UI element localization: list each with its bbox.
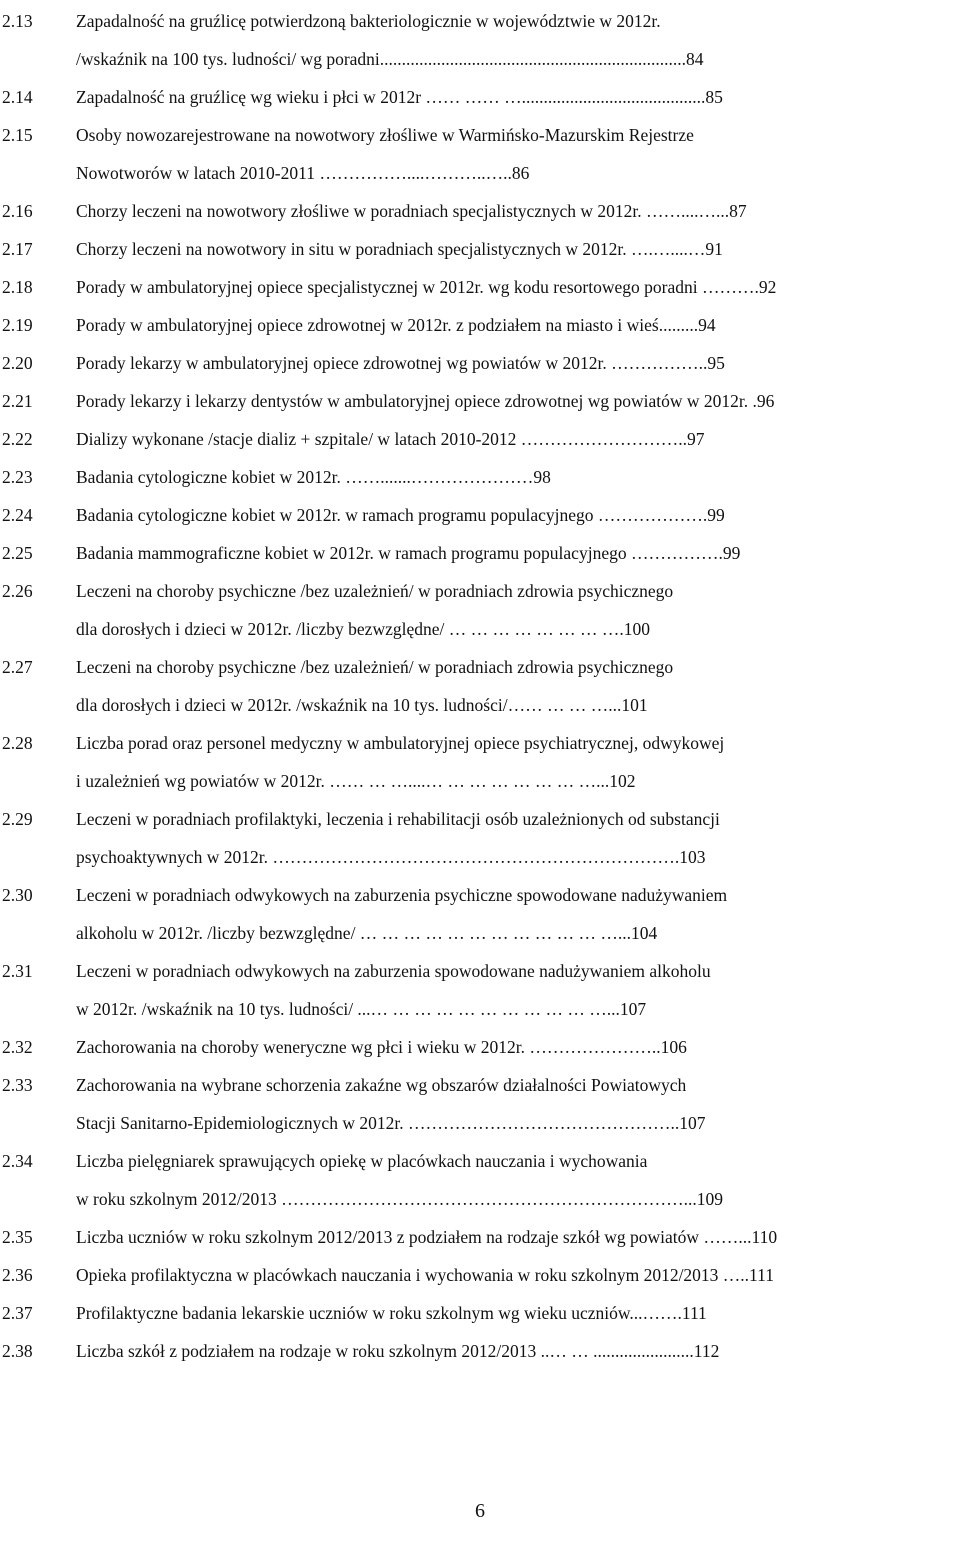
toc-entry-line: Zachorowania na choroby weneryczne wg płci i wieku w 2012r. …………………..106 <box>76 1037 687 1057</box>
toc-entry-number: 2.24 <box>2 505 33 525</box>
toc-entry-title <box>76 382 960 420</box>
toc-entry-title <box>76 1066 960 1142</box>
toc-entry-title <box>76 572 960 648</box>
toc-entry-line: Badania mammograficzne kobiet w 2012r. w ramach programu populacyjnego …………….99 <box>76 543 741 563</box>
toc-entry-number: 2.18 <box>2 277 33 297</box>
toc-entry-line: Zachorowania na wybrane schorzenia zakaźne wg obszarów działalności Powiatowych <box>76 1075 687 1095</box>
toc-entry-2-20 <box>0 344 960 382</box>
toc-entry-2-25 <box>0 534 960 572</box>
toc-entry-line: Liczba szkół z podziałem na rodzaje w roku szkolnym 2012/2013 ..… … .......................112 <box>76 1341 720 1361</box>
toc-entry-line: i uzależnień wg powiatów w 2012r. …… … …....… … … … … … … …...102 <box>76 771 636 791</box>
toc-entry-line: Porady lekarzy i lekarzy dentystów w ambulatoryjnej opiece zdrowotnej wg powiatów w 2012r. .96 <box>76 391 775 411</box>
toc-entry-2-13 <box>0 2 960 78</box>
page-number: 6 <box>475 1500 485 1522</box>
toc-entry-number: 2.26 <box>2 581 33 601</box>
toc-entry-line: Zapadalność na gruźlicę wg wieku i płci w 2012r …… …… …..........................................85 <box>76 87 723 107</box>
toc-entry-2-14 <box>0 78 960 116</box>
toc-entry-number: 2.28 <box>2 733 33 753</box>
toc-entry-2-33 <box>0 1066 960 1142</box>
toc-entry-2-31 <box>0 952 960 1028</box>
toc-entry-line: w roku szkolnym 2012/2013 ……………………………………………………………...109 <box>76 1189 724 1209</box>
toc-entry-line: Badania cytologiczne kobiet w 2012r. w ramach programu populacyjnego ……………….99 <box>76 505 725 525</box>
toc-entry-title <box>76 496 960 534</box>
toc-entry-line: Leczeni w poradniach odwykowych na zaburzenia spowodowane nadużywaniem alkoholu <box>76 961 711 981</box>
toc-entry-number: 2.22 <box>2 429 33 449</box>
toc-entry-number: 2.27 <box>2 657 33 677</box>
toc-entry-title <box>76 2 960 78</box>
toc-entry-number: 2.15 <box>2 125 33 145</box>
toc-entry-title <box>76 420 960 458</box>
toc-entry-line: Osoby nowozarejestrowane na nowotwory złośliwe w Warmińsko-Mazurskim Rejestrze <box>76 125 694 145</box>
toc-entry-number: 2.32 <box>2 1037 33 1057</box>
toc-entry-line: Stacji Sanitarno-Epidemiologicznych w 2012r. ………………………………………..107 <box>76 1113 706 1133</box>
toc-entry-number: 2.21 <box>2 391 33 411</box>
toc-entry-line: Chorzy leczeni na nowotwory in situ w poradniach specjalistycznych w 2012r. ….…....…91 <box>76 239 723 259</box>
toc-entry-line: psychoaktywnych w 2012r. …………………………………………………………….103 <box>76 847 706 867</box>
toc-entry-2-29 <box>0 800 960 876</box>
toc-entry-title <box>76 306 960 344</box>
toc-entry-title <box>76 344 960 382</box>
toc-entry-2-32 <box>0 1028 960 1066</box>
toc-entry-number: 2.33 <box>2 1075 33 1095</box>
toc-entry-number: 2.36 <box>2 1265 33 1285</box>
toc-entry-2-30 <box>0 876 960 952</box>
toc-entry-line: Liczba uczniów w roku szkolnym 2012/2013 z podziałem na rodzaje szkół wg powiatów ……...110 <box>76 1227 778 1247</box>
toc-entry-line: Leczeni w poradniach profilaktyki, leczenia i rehabilitacji osób uzależnionych od substancji <box>76 809 720 829</box>
toc-entry-number: 2.19 <box>2 315 33 335</box>
toc-entry-2-38 <box>0 1332 960 1370</box>
toc-entry-2-27 <box>0 648 960 724</box>
toc-entry-number: 2.16 <box>2 201 33 221</box>
toc-entry-2-37 <box>0 1294 960 1332</box>
toc-entry-line: /wskaźnik na 100 tys. ludności/ wg poradni......................................................................84 <box>76 49 704 69</box>
toc-entry-title <box>76 268 960 306</box>
toc-entry-number: 2.29 <box>2 809 33 829</box>
toc-entry-line: Opieka profilaktyczna w placówkach nauczania i wychowania w roku szkolnym 2012/2013 …..111 <box>76 1265 775 1285</box>
toc-entry-title <box>76 1218 960 1256</box>
toc-entry-title <box>76 230 960 268</box>
toc-entry-title <box>76 534 960 572</box>
toc-entry-line: Leczeni na choroby psychiczne /bez uzależnień/ w poradniach zdrowia psychicznego <box>76 581 674 601</box>
toc-entry-number: 2.20 <box>2 353 33 373</box>
toc-entry-2-23 <box>0 458 960 496</box>
toc-entry-number: 2.38 <box>2 1341 33 1361</box>
toc-entry-line: dla dorosłych i dzieci w 2012r. /wskaźnik na 10 tys. ludności/…… … … …...101 <box>76 695 648 715</box>
toc-entry-line: dla dorosłych i dzieci w 2012r. /liczby bezwzględne/ … … … … … … … ….100 <box>76 619 650 639</box>
toc-entry-title <box>76 952 960 1028</box>
toc-entry-title <box>76 724 960 800</box>
toc-entry-line: Porady w ambulatoryjnej opiece specjalistycznej w 2012r. wg kodu resortowego poradni ……….92 <box>76 277 777 297</box>
toc-entry-2-19 <box>0 306 960 344</box>
toc-entry-2-18 <box>0 268 960 306</box>
toc-entry-line: Liczba pielęgniarek sprawujących opiekę w placówkach nauczania i wychowania <box>76 1151 648 1171</box>
toc-entry-line: w 2012r. /wskaźnik na 10 tys. ludności/ ...… … … … … … … … … … …...107 <box>76 999 647 1019</box>
toc-entry-title <box>76 1028 960 1066</box>
toc-entry-2-28 <box>0 724 960 800</box>
toc-entry-number: 2.34 <box>2 1151 33 1171</box>
toc-entry-2-35 <box>0 1218 960 1256</box>
toc-entry-line: Porady lekarzy w ambulatoryjnej opiece zdrowotnej wg powiatów w 2012r. ……………..95 <box>76 353 725 373</box>
toc-entry-line: Zapadalność na gruźlicę potwierdzoną bakteriologicznie w województwie w 2012r. <box>76 11 661 31</box>
toc-entry-2-16 <box>0 192 960 230</box>
toc-entry-2-22 <box>0 420 960 458</box>
toc-entry-line: Porady w ambulatoryjnej opiece zdrowotnej w 2012r. z podziałem na miasto i wieś.........94 <box>76 315 716 335</box>
toc-entry-title <box>76 458 960 496</box>
toc-entry-number: 2.14 <box>2 87 33 107</box>
toc-entry-line: Nowotworów w latach 2010-2011 ……………....………..…..86 <box>76 163 530 183</box>
toc-entry-title <box>76 876 960 952</box>
toc-entry-2-26 <box>0 572 960 648</box>
toc-entry-line: Dializy wykonane /stacje dializ + szpitale/ w latach 2010-2012 ………………………..97 <box>76 429 705 449</box>
toc-entry-line: Profilaktyczne badania lekarskie uczniów w roku szkolnym wg wieku uczniów...…….111 <box>76 1303 707 1323</box>
toc-entry-line: Liczba porad oraz personel medyczny w ambulatoryjnej opiece psychiatrycznej, odwykowej <box>76 733 725 753</box>
toc-entry-2-36 <box>0 1256 960 1294</box>
toc-entry-2-17 <box>0 230 960 268</box>
toc-entry-2-24 <box>0 496 960 534</box>
toc-entry-number: 2.37 <box>2 1303 33 1323</box>
toc-entry-number: 2.17 <box>2 239 33 259</box>
toc-entry-title <box>76 1294 960 1332</box>
toc-entry-number: 2.23 <box>2 467 33 487</box>
toc-entry-title <box>76 116 960 192</box>
toc-entry-title <box>76 1332 960 1370</box>
toc-entry-title <box>76 1142 960 1218</box>
toc-entry-2-15 <box>0 116 960 192</box>
toc-entry-line: Leczeni na choroby psychiczne /bez uzależnień/ w poradniach zdrowia psychicznego <box>76 657 674 677</box>
toc-entry-number: 2.31 <box>2 961 33 981</box>
toc-entry-line: Chorzy leczeni na nowotwory złośliwe w poradniach specjalistycznych w 2012r. ……....…...87 <box>76 201 747 221</box>
toc-entry-number: 2.25 <box>2 543 33 563</box>
toc-entry-number: 2.13 <box>2 11 33 31</box>
toc-entry-title <box>76 1256 960 1294</box>
toc-entry-2-21 <box>0 382 960 420</box>
toc-entry-title <box>76 800 960 876</box>
toc-entry-number: 2.35 <box>2 1227 33 1247</box>
toc-entry-2-34 <box>0 1142 960 1218</box>
table-of-contents <box>0 2 960 1370</box>
toc-entry-title <box>76 648 960 724</box>
toc-entry-line: Badania cytologiczne kobiet w 2012r. …….......…………………98 <box>76 467 551 487</box>
toc-entry-line: Leczeni w poradniach odwykowych na zaburzenia psychiczne spowodowane nadużywaniem <box>76 885 728 905</box>
toc-entry-line: alkoholu w 2012r. /liczby bezwzględne/ … … … … … … … … … … … …...104 <box>76 923 658 943</box>
toc-entry-number: 2.30 <box>2 885 33 905</box>
toc-entry-title <box>76 192 960 230</box>
toc-entry-title <box>76 78 960 116</box>
